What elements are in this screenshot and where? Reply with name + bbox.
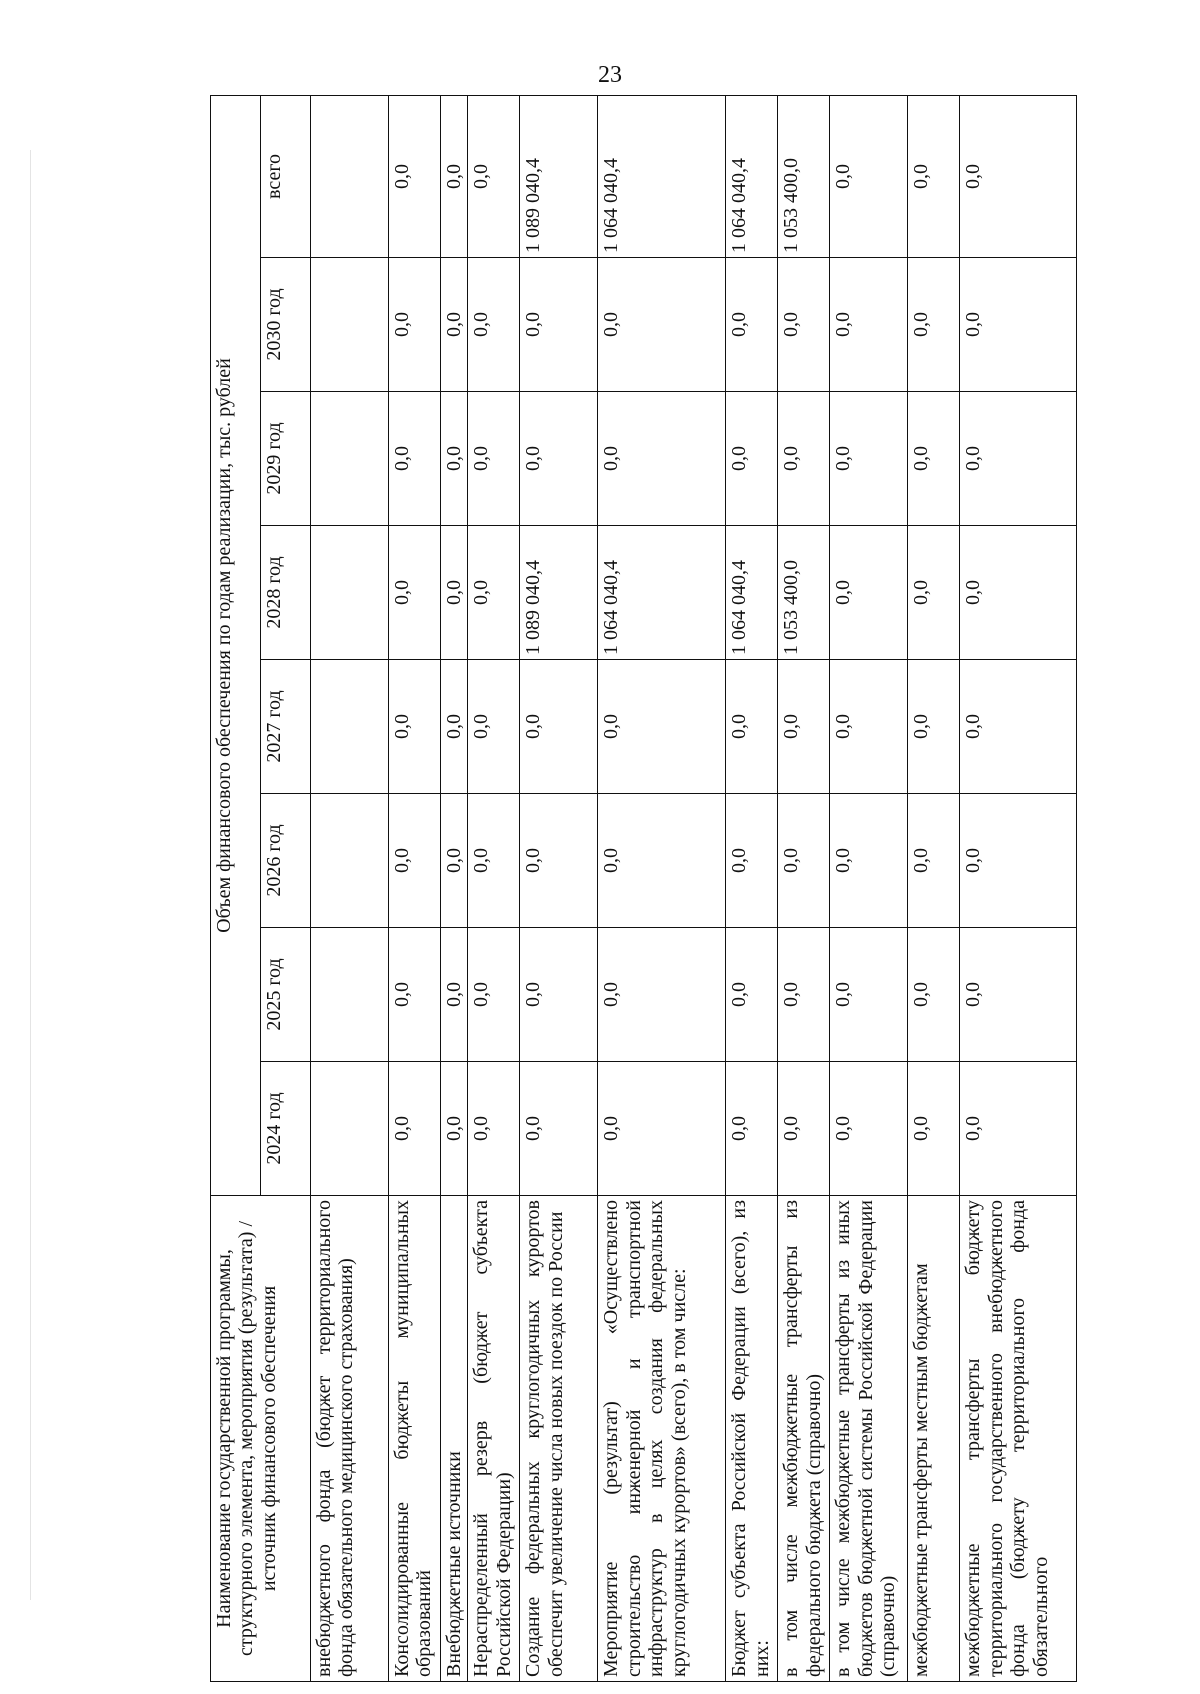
table-row [468,95,520,1681]
cell-value: 1 053 400,0 [778,526,830,660]
cell-value: 0,0 [778,794,830,928]
cell-value: 0,0 [468,95,520,257]
cell-value: 1 064 040,4 [598,526,726,660]
cell-value: 0,0 [598,660,726,794]
cell-value: 0,0 [960,95,1077,257]
row-label: Консолидированные бюджеты муниципальных образований [389,1196,441,1682]
table-row [830,95,908,1681]
table-row [778,95,830,1681]
cell-value [311,95,389,257]
rotated-table-wrapper [210,96,1075,1682]
cell-value: 0,0 [830,660,908,794]
cell-value [311,794,389,928]
cell-value: 0,0 [441,258,468,392]
cell-value: 0,0 [960,928,1077,1062]
cell-value: 0,0 [389,258,441,392]
cell-value: 0,0 [830,1062,908,1196]
cell-value: 0,0 [778,1062,830,1196]
cell-value: 0,0 [830,928,908,1062]
cell-value: 0,0 [598,392,726,526]
cell-value: 0,0 [726,392,778,526]
table-row [960,95,1077,1681]
cell-value: 0,0 [441,392,468,526]
cell-value: 0,0 [908,392,960,526]
cell-value: 0,0 [726,928,778,1062]
cell-value [311,392,389,526]
cell-value [311,928,389,1062]
cell-value: 0,0 [468,392,520,526]
cell-value: 0,0 [908,794,960,928]
cell-value: 0,0 [520,660,598,794]
table-row [726,95,778,1681]
cell-value: 0,0 [389,928,441,1062]
cell-value: 0,0 [778,928,830,1062]
cell-value: 0,0 [908,660,960,794]
cell-value: 1 064 040,4 [726,526,778,660]
row-label: внебюджетного фонда (бюджет территориального фонда обязательного медицинского страхования) [311,1196,389,1682]
cell-value: 0,0 [830,794,908,928]
row-label: Бюджет субъекта Российской Федерации (всего), из них: [726,1196,778,1682]
table-row [908,95,960,1681]
volume-group-header: Объем финансового обеспечения по годам реализации, тыс. рублей [211,95,261,1195]
cell-value: 0,0 [778,258,830,392]
cell-value: 1 053 400,0 [778,95,830,257]
cell-value: 0,0 [726,1062,778,1196]
cell-value: 0,0 [468,794,520,928]
row-label: Мероприятие (результат) «Осуществлено строительство инженерной и транспортной инфраструктур в целях создания федеральных круглогодичных курортов» (всего), в том числе: [598,1196,726,1682]
cell-value [311,1062,389,1196]
cell-value: 0,0 [830,258,908,392]
cell-value: 0,0 [389,526,441,660]
total-header: всего [261,95,311,257]
cell-value: 0,0 [389,95,441,257]
cell-value: 0,0 [960,660,1077,794]
cell-value: 0,0 [520,258,598,392]
cell-value: 0,0 [908,526,960,660]
cell-value: 0,0 [726,258,778,392]
cell-value: 0,0 [598,794,726,928]
row-label: в том числе межбюджетные трансферты из иных бюджетов бюджетной системы Российской Федерации (справочно) [830,1196,908,1682]
cell-value: 0,0 [778,660,830,794]
year-header: 2024 год [261,1062,311,1196]
cell-value: 0,0 [960,1062,1077,1196]
cell-value: 0,0 [598,1062,726,1196]
page-number: 23 [598,62,622,88]
cell-value: 0,0 [778,392,830,526]
cell-value: 0,0 [908,928,960,1062]
cell-value: 0,0 [830,95,908,257]
cell-value [311,526,389,660]
cell-value: 0,0 [389,1062,441,1196]
cell-value: 0,0 [908,1062,960,1196]
cell-value: 0,0 [468,928,520,1062]
year-header: 2030 год [261,258,311,392]
cell-value: 1 089 040,4 [520,526,598,660]
cell-value: 0,0 [598,258,726,392]
financing-table [210,95,1077,1682]
cell-value [311,258,389,392]
cell-value: 0,0 [520,928,598,1062]
year-header: 2028 год [261,526,311,660]
cell-value: 0,0 [726,794,778,928]
table-row [389,95,441,1681]
cell-value: 0,0 [960,258,1077,392]
year-header: 2029 год [261,392,311,526]
row-label: межбюджетные трансферты бюджету территориального государственного внебюджетного фонда (бюджету территориального фонда обязательного [960,1196,1077,1682]
cell-value: 0,0 [468,258,520,392]
cell-value: 0,0 [598,928,726,1062]
cell-value: 0,0 [441,95,468,257]
cell-value: 1 089 040,4 [520,95,598,257]
cell-value: 0,0 [960,392,1077,526]
cell-value: 0,0 [389,794,441,928]
cell-value: 0,0 [830,526,908,660]
cell-value: 0,0 [726,660,778,794]
cell-value: 1 064 040,4 [598,95,726,257]
row-label: Нераспределенный резерв (бюджет субъекта Российской Федерации) [468,1196,520,1682]
table-row [520,95,598,1681]
table-row [311,95,389,1681]
cell-value: 1 064 040,4 [726,95,778,257]
cell-value: 0,0 [908,95,960,257]
year-header: 2027 год [261,660,311,794]
cell-value: 0,0 [441,794,468,928]
cell-value: 0,0 [830,392,908,526]
cell-value: 0,0 [520,392,598,526]
cell-value: 0,0 [960,794,1077,928]
cell-value: 0,0 [389,392,441,526]
cell-value: 0,0 [389,660,441,794]
cell-value: 0,0 [908,258,960,392]
row-label: в том числе межбюджетные трансферты из федерального бюджета (справочно) [778,1196,830,1682]
name-column-header: Наименование государственной программы, структурного элемента, мероприятия (результата) / источник финансового обеспечения [211,1196,311,1682]
year-header: 2026 год [261,794,311,928]
cell-value: 0,0 [441,1062,468,1196]
row-label: Создание федеральных круглогодичных курортов обеспечит увеличение числа новых поездок по России [520,1196,598,1682]
year-header: 2025 год [261,928,311,1062]
cell-value: 0,0 [441,526,468,660]
row-label: межбюджетные трансферты местным бюджетам [908,1196,960,1682]
cell-value: 0,0 [960,526,1077,660]
table-row [441,95,468,1681]
scan-margin-line [30,150,31,1600]
cell-value: 0,0 [441,660,468,794]
cell-value: 0,0 [468,526,520,660]
table-row [598,95,726,1681]
cell-value: 0,0 [520,1062,598,1196]
cell-value: 0,0 [520,794,598,928]
row-label: Внебюджетные источники [441,1196,468,1682]
cell-value: 0,0 [441,928,468,1062]
cell-value: 0,0 [468,660,520,794]
cell-value [311,660,389,794]
cell-value: 0,0 [468,1062,520,1196]
